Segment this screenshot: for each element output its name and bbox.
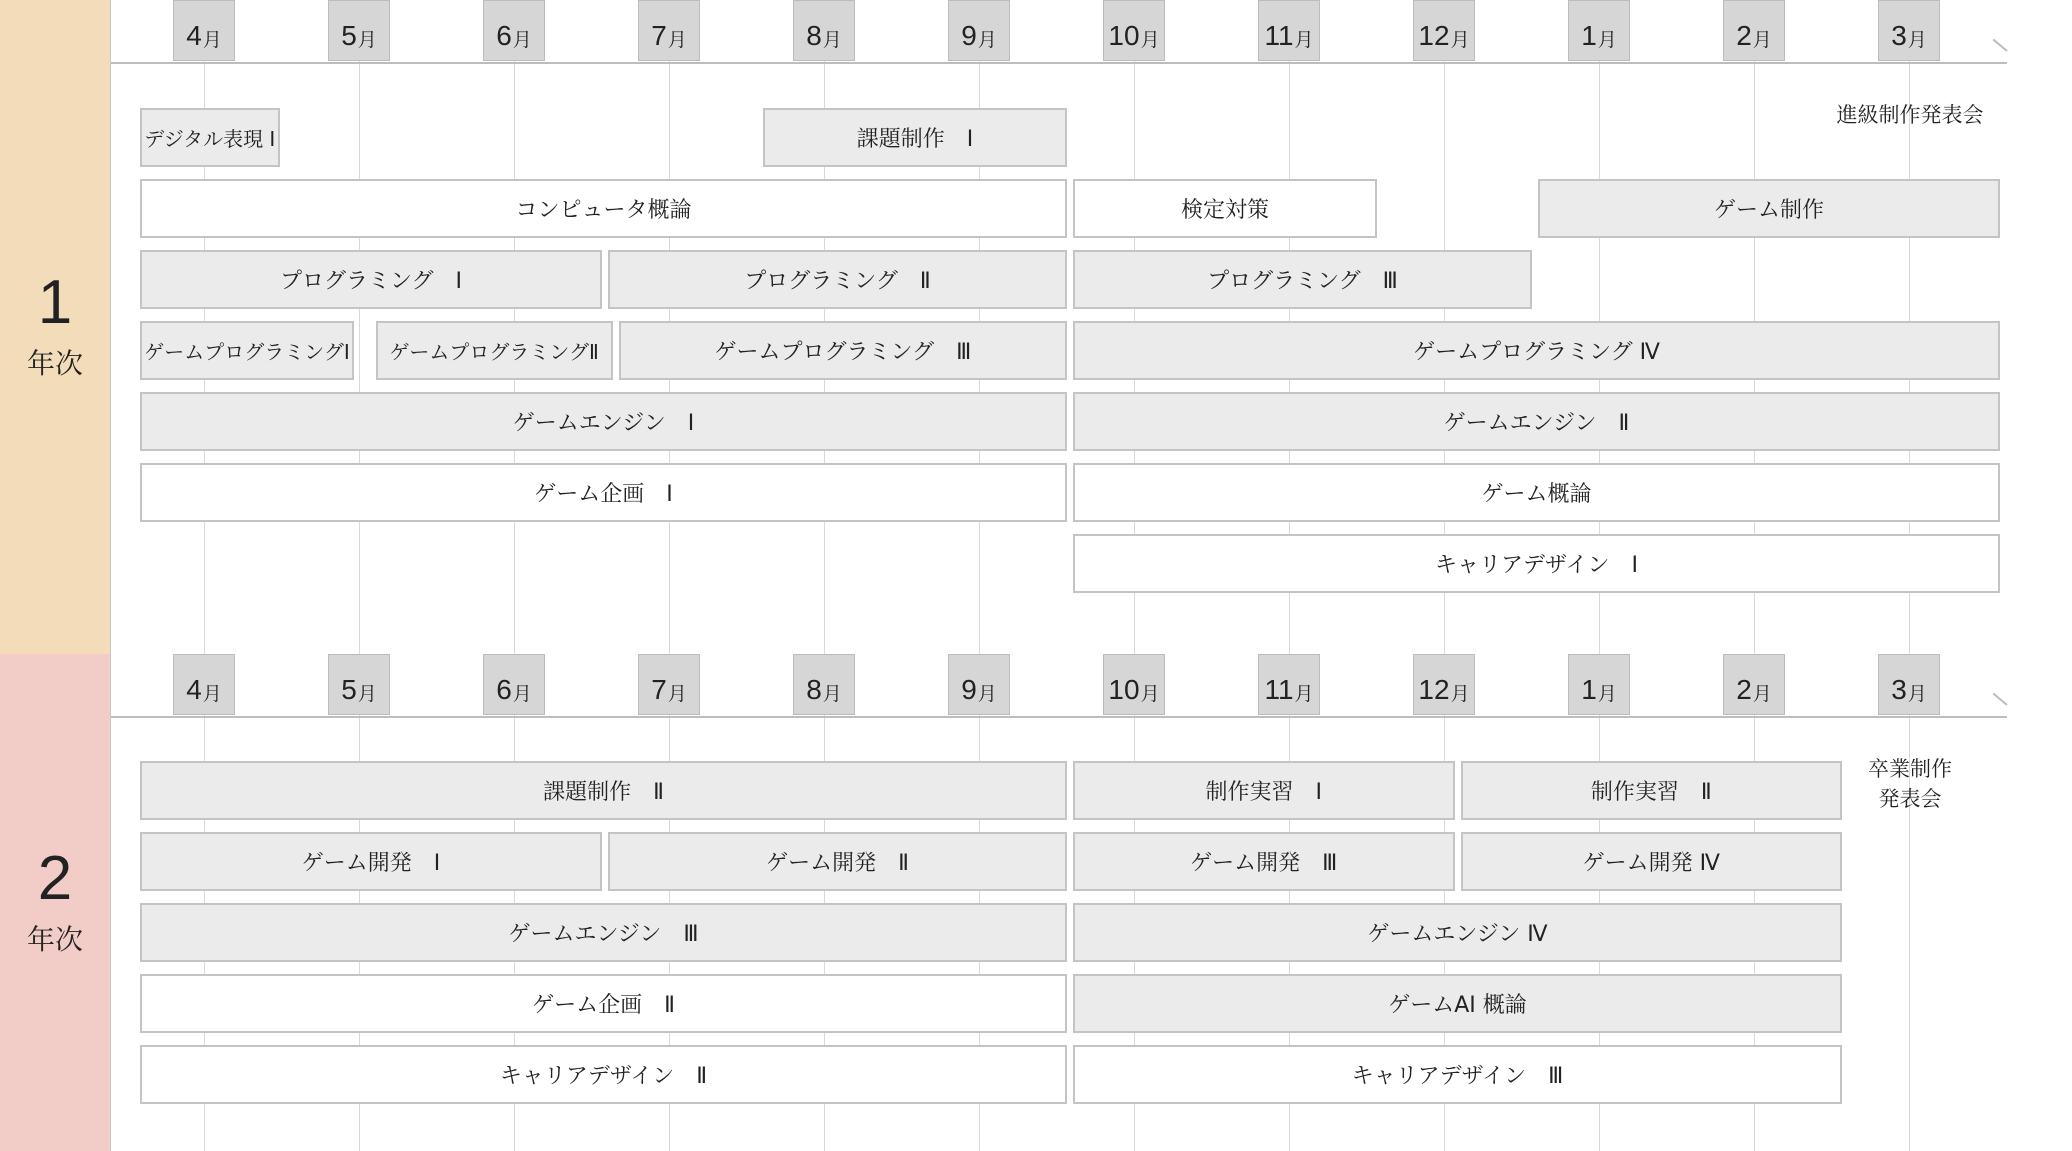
month-number: 3 <box>1891 20 1907 51</box>
year-number: 2 <box>37 843 73 913</box>
month-header <box>1413 0 1475 61</box>
month-unit: 月 <box>1140 684 1160 705</box>
month-unit: 月 <box>667 30 687 51</box>
month-number: 12 <box>1418 20 1450 51</box>
timeline-axis <box>111 716 2007 718</box>
month-unit: 月 <box>1597 684 1617 705</box>
month-header <box>1878 0 1940 61</box>
month-unit: 月 <box>202 30 222 51</box>
course-bar: ゲーム開発 Ⅳ <box>1461 832 1843 891</box>
month-header <box>1103 654 1165 715</box>
month-unit: 月 <box>1907 684 1927 705</box>
course-bar: ゲームAI 概論 <box>1073 974 1842 1033</box>
month-unit: 月 <box>1597 30 1617 51</box>
axis-arrow-tip <box>1993 693 2008 706</box>
month-header <box>1258 654 1320 715</box>
course-bar: ゲームプログラミングⅠ <box>140 321 354 380</box>
course-bar: プログラミング Ⅲ <box>1073 250 1532 309</box>
course-bar: ゲームエンジン Ⅲ <box>140 903 1067 962</box>
month-number: 6 <box>496 674 512 705</box>
month-unit: 月 <box>202 684 222 705</box>
month-unit: 月 <box>1294 684 1314 705</box>
timeline-axis <box>111 62 2007 64</box>
month-header <box>328 0 390 61</box>
month-header <box>483 0 545 61</box>
month-number: 11 <box>1264 674 1294 705</box>
month-number: 9 <box>961 20 977 51</box>
axis-arrow-tip <box>1993 39 2008 52</box>
course-bar: ゲームエンジン Ⅱ <box>1073 392 2000 451</box>
month-unit: 月 <box>667 684 687 705</box>
course-bar: ゲーム開発 Ⅱ <box>608 832 1067 891</box>
month-unit: 月 <box>1450 30 1470 51</box>
month-header <box>483 654 545 715</box>
year-suffix: 年次 <box>26 922 83 956</box>
month-header <box>793 0 855 61</box>
course-bar: ゲームプログラミング Ⅳ <box>1073 321 2000 380</box>
course-bar: 検定対策 <box>1073 179 1377 238</box>
month-number: 10 <box>1108 674 1140 705</box>
course-bar: 課題制作 Ⅱ <box>140 761 1067 820</box>
month-header <box>173 654 235 715</box>
month-unit: 月 <box>357 684 377 705</box>
course-bar: デジタル表現 Ⅰ <box>140 108 280 167</box>
course-bar: コンピュータ概論 <box>140 179 1067 238</box>
course-bar: プログラミング Ⅰ <box>140 250 602 309</box>
course-bar: ゲームプログラミングⅡ <box>376 321 613 380</box>
year-2-section <box>0 654 2072 1151</box>
month-header <box>1878 654 1940 715</box>
month-header <box>638 654 700 715</box>
month-header <box>1723 0 1785 61</box>
month-unit: 月 <box>977 684 997 705</box>
month-header <box>173 0 235 61</box>
month-unit: 月 <box>512 684 532 705</box>
month-number: 2 <box>1736 674 1752 705</box>
month-number: 7 <box>651 674 667 705</box>
course-bar: キャリアデザイン Ⅰ <box>1073 534 2000 593</box>
month-gridline <box>359 61 360 654</box>
course-bar: 制作実習 Ⅰ <box>1073 761 1455 820</box>
month-number: 8 <box>806 674 822 705</box>
course-bar: ゲーム開発 Ⅰ <box>140 832 602 891</box>
month-number: 6 <box>496 20 512 51</box>
course-bar: プログラミング Ⅱ <box>608 250 1067 309</box>
month-unit: 月 <box>1752 30 1772 51</box>
month-number: 4 <box>186 20 202 51</box>
month-header <box>1103 0 1165 61</box>
month-unit: 月 <box>512 30 532 51</box>
event-note: 卒業制作 発表会 <box>1868 757 1952 811</box>
course-bar: ゲーム企画 Ⅱ <box>140 974 1067 1033</box>
month-number: 10 <box>1108 20 1140 51</box>
course-bar: ゲーム概論 <box>1073 463 2000 522</box>
month-number: 5 <box>341 20 357 51</box>
course-bar: ゲーム企画 Ⅰ <box>140 463 1067 522</box>
course-bar: キャリアデザイン Ⅱ <box>140 1045 1067 1104</box>
month-unit: 月 <box>822 30 842 51</box>
course-bar: ゲームプログラミング Ⅲ <box>619 321 1067 380</box>
event-note: 進級制作発表会 <box>1836 103 1984 127</box>
year-number: 1 <box>37 268 73 337</box>
month-unit: 月 <box>1752 684 1772 705</box>
course-bar: キャリアデザイン Ⅲ <box>1073 1045 1842 1104</box>
month-unit: 月 <box>1294 30 1314 51</box>
month-header <box>948 654 1010 715</box>
month-number: 4 <box>186 674 202 705</box>
month-header <box>638 0 700 61</box>
month-unit: 月 <box>977 30 997 51</box>
course-bar: 制作実習 Ⅱ <box>1461 761 1843 820</box>
month-header <box>1723 654 1785 715</box>
month-unit: 月 <box>1907 30 1927 51</box>
month-number: 2 <box>1736 20 1752 51</box>
month-unit: 月 <box>822 684 842 705</box>
month-number: 8 <box>806 20 822 51</box>
month-header <box>328 654 390 715</box>
month-number: 1 <box>1581 20 1597 51</box>
month-unit: 月 <box>1140 30 1160 51</box>
course-bar: ゲーム制作 <box>1538 179 2000 238</box>
month-number: 1 <box>1581 674 1597 705</box>
month-header <box>948 0 1010 61</box>
month-header <box>1568 0 1630 61</box>
month-header <box>1413 654 1475 715</box>
month-number: 3 <box>1891 674 1907 705</box>
month-header <box>1568 654 1630 715</box>
month-header <box>1258 0 1320 61</box>
course-bar: 課題制作 Ⅰ <box>763 108 1067 167</box>
course-bar: ゲームエンジン Ⅰ <box>140 392 1067 451</box>
month-header <box>793 654 855 715</box>
course-bar: ゲーム開発 Ⅲ <box>1073 832 1455 891</box>
year-suffix: 年次 <box>26 347 83 380</box>
month-number: 12 <box>1418 674 1450 705</box>
month-number: 9 <box>961 674 977 705</box>
month-number: 7 <box>651 20 667 51</box>
course-bar: ゲームエンジン Ⅳ <box>1073 903 1842 962</box>
month-unit: 月 <box>1450 684 1470 705</box>
month-unit: 月 <box>357 30 377 51</box>
month-number: 11 <box>1264 20 1294 51</box>
month-number: 5 <box>341 674 357 705</box>
